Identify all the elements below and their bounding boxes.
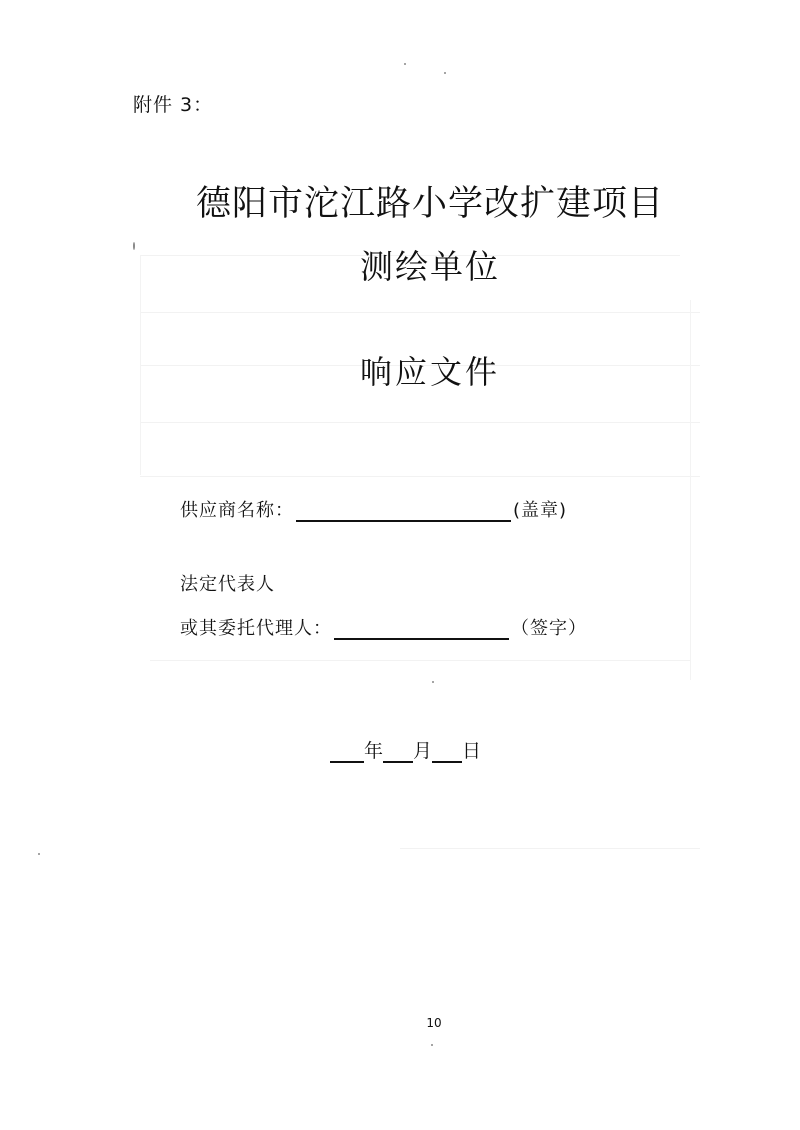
document-type-heading: 响应文件	[359, 353, 500, 391]
agent-label: 或其委托代理人：	[180, 618, 332, 639]
attachment-label: 附件 3：	[133, 94, 214, 116]
year-label: 年	[364, 740, 384, 762]
scan-speck	[444, 72, 446, 74]
signature-note: （签字）	[511, 618, 587, 639]
page-number: 10	[426, 1016, 442, 1030]
agent-row	[180, 614, 587, 640]
scan-speck	[38, 853, 40, 855]
project-subtitle: 测绘单位	[360, 247, 500, 286]
scan-speck	[404, 63, 406, 65]
agent-signature-blank[interactable]	[334, 618, 509, 640]
scan-speck	[432, 681, 434, 683]
supplier-name-label: 供应商名称：	[180, 500, 294, 521]
scan-artifact-line	[140, 312, 700, 313]
supplier-name-row	[180, 496, 567, 522]
day-label: 日	[462, 740, 482, 762]
legal-representative-label: 法定代表人	[180, 574, 275, 595]
project-title: 德阳市沱江路小学改扩建项目	[195, 184, 664, 224]
scan-artifact-line	[140, 476, 700, 477]
day-blank[interactable]	[432, 741, 462, 763]
scan-artifact-line	[400, 848, 700, 849]
legal-representative-row	[180, 570, 275, 596]
scan-artifact-line	[140, 422, 700, 423]
scan-speck	[431, 1044, 433, 1046]
seal-note: (盖章)	[513, 500, 568, 521]
supplier-name-blank[interactable]	[296, 500, 511, 522]
date-row	[330, 736, 481, 763]
year-blank[interactable]	[330, 741, 364, 763]
month-blank[interactable]	[383, 741, 413, 763]
month-label: 月	[413, 740, 433, 762]
scan-artifact-line	[150, 660, 690, 661]
